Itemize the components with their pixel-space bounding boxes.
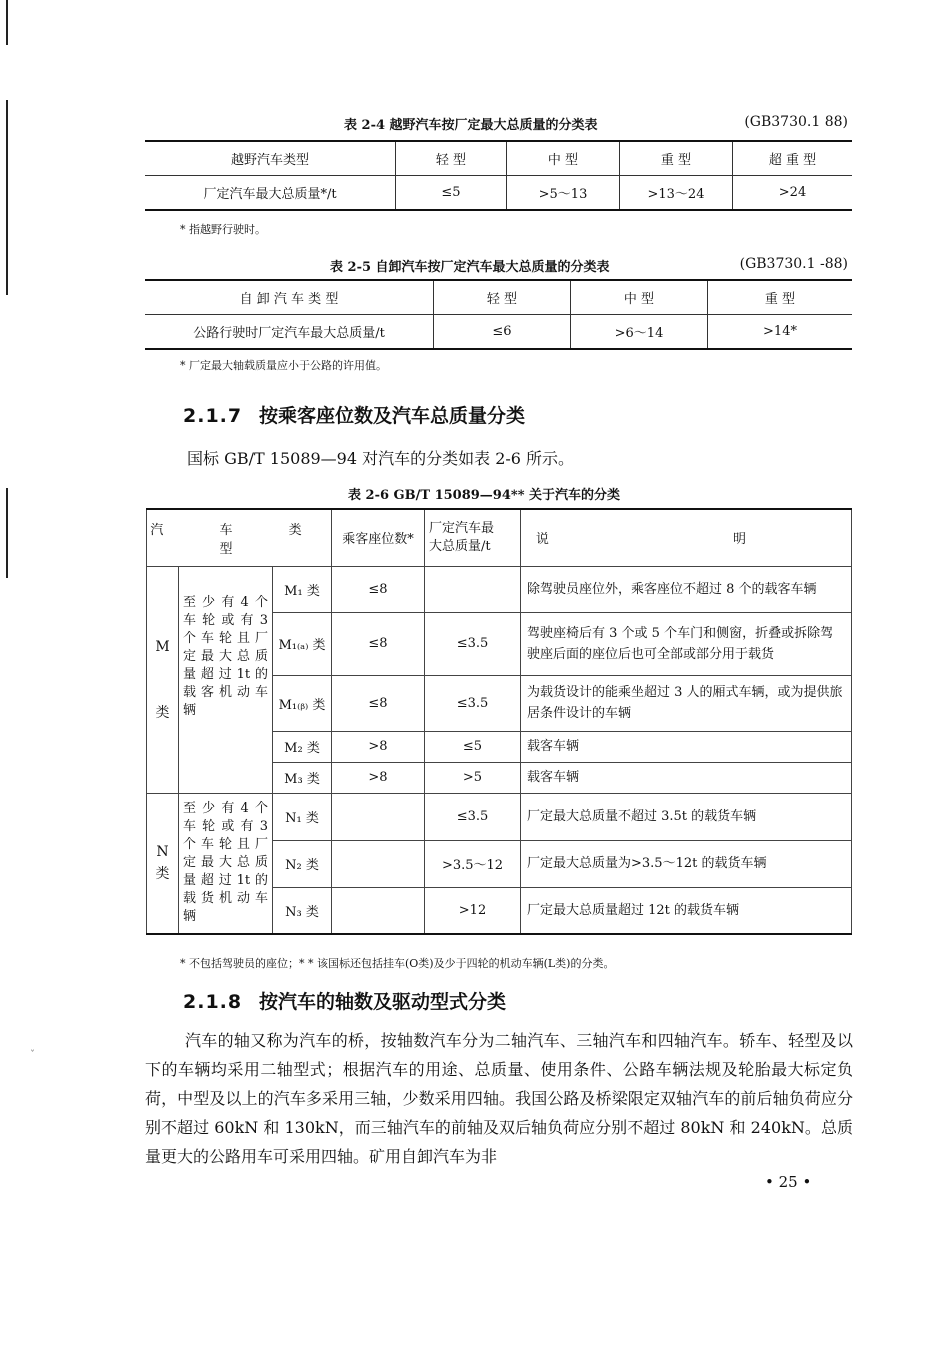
class-cell: M₁₍ᵦ₎ 类 [273, 675, 332, 731]
section-heading-2-1-8 [183, 987, 506, 1014]
table-2-5 [145, 279, 852, 350]
mass-cell: >5 [425, 762, 521, 793]
mass-cell: ≤3.5 [425, 612, 521, 675]
description-cell: 除驾驶员座位外，乘客座位不超过 8 个的载客车辆 [521, 566, 852, 612]
description-cell: 载客车辆 [521, 731, 852, 762]
mass-cell: ≤3.5 [425, 793, 521, 840]
header-cell: 轻 型 [396, 141, 507, 176]
category-definition-m: 至少有4个 车轮或有3 个车轮且厂 定最大总质 量超过1t的 载客机动车 辆 [179, 566, 273, 793]
header-cell: 汽 车 类 型 [147, 509, 332, 566]
section-heading-2-1-7 [183, 401, 525, 428]
header-cell: 中 型 [507, 141, 620, 176]
header-cell: 重 型 [708, 280, 853, 315]
description-cell: 厂定最大总质量不超过 3.5t 的载货车辆 [521, 793, 852, 840]
table-2-6-footnote: * 不包括驾驶员的座位；* * 该国标还包括挂车(O类)及少于四轮的机动车辆(L类)的分类。 [180, 957, 615, 970]
scan-edge-mark [6, 235, 8, 295]
description-cell: 厂定最大总质量超过 12t 的载货车辆 [521, 887, 852, 934]
class-cell: M₂ 类 [273, 731, 332, 762]
seats-cell [332, 887, 425, 934]
mass-cell: >3.5～12 [425, 840, 521, 887]
table-2-4 [145, 140, 852, 211]
seats-cell: ≤8 [332, 566, 425, 612]
header-cell: 说 明 [521, 509, 852, 566]
table-2-4-footnote: * 指越野行驶时。 [180, 223, 266, 236]
class-cell: M₃ 类 [273, 762, 332, 793]
table-2-4-caption: 表 2-4 越野汽车按厂定最大总质量的分类表 [344, 118, 598, 133]
table-cell: 厂定汽车最大总质量*/t [145, 176, 396, 211]
category-cell-n: N 类 [147, 793, 179, 934]
header-cell: 自 卸 汽 车 类 型 [239, 292, 339, 307]
section-number: 2.1.8 [183, 991, 243, 1013]
section-title: 按汽车的轴数及驱动型式分类 [259, 991, 507, 1013]
table-row [145, 315, 852, 350]
table-header-row [145, 280, 852, 315]
body-paragraph: 汽车的轴又称为汽车的桥，按轴数汽车分为二轴汽车、三轴汽车和四轴汽车。轿车、轻型及以下的车辆均采用二轴型式；根据汽车的用途、总质量、使用条件、公路车辆法规及轮胎最大标定负荷，中型及以上的汽车多采用三轴，少数采用四轴。我国公路及桥梁限定双轴汽车的前后轴负荷应分别不超过 60kN 和 130kN，而三轴汽车的前轴及双后轴负荷应分别不超过 80kN 和 240kN。总质量更大的公路用车可采用四轴。矿用自卸汽车为非 [145, 1031, 853, 1166]
class-cell: N₃ 类 [273, 887, 332, 934]
class-cell: N₂ 类 [273, 840, 332, 887]
table-cell: >24 [733, 176, 853, 211]
category-cell-m: M 类 [147, 566, 179, 793]
header-cell: 厂定汽车最 大总质量/t [425, 509, 521, 566]
table-2-5-caption: 表 2-5 自卸汽车按厂定汽车最大总质量的分类表 [330, 260, 610, 275]
description-cell: 厂定最大总质量为>3.5～12t 的载货车辆 [521, 840, 852, 887]
seats-cell [332, 793, 425, 840]
scan-speck: ˇ [30, 1050, 35, 1061]
table-cell: >14* [708, 315, 853, 350]
table-2-6 [146, 508, 852, 935]
table-header-row [147, 509, 852, 566]
table-cell: 公路行驶时厂定汽车最大总质量/t [145, 315, 434, 350]
table-row [147, 793, 852, 840]
seats-cell: >8 [332, 731, 425, 762]
header-cell: 重 型 [620, 141, 733, 176]
mass-cell: ≤3.5 [425, 675, 521, 731]
table-cell: >6～14 [571, 315, 708, 350]
category-definition-n: 至少有4个 车轮或有3 个车轮且厂 定最大总质 量超过1t的 载货机动车 辆 [179, 793, 273, 934]
seats-cell: ≤8 [332, 612, 425, 675]
scan-edge-mark [6, 488, 8, 578]
header-cell: 中 型 [571, 280, 708, 315]
mass-cell: >12 [425, 887, 521, 934]
mass-cell [425, 566, 521, 612]
page-number: • 25 • [765, 1173, 812, 1191]
table-row [145, 176, 852, 211]
table-2-6-caption: 表 2-6 GB/T 15089—94** 关于汽车的分类 [348, 488, 621, 503]
section-title: 按乘客座位数及汽车总质量分类 [259, 405, 526, 427]
section-number: 2.1.7 [183, 405, 243, 427]
table-cell: >13～24 [620, 176, 733, 211]
seats-cell: ≤8 [332, 675, 425, 731]
description-cell: 驾驶座椅后有 3 个或 5 个车门和侧窗，折叠或拆除驾驶座后面的座位后也可全部或部分用于载货 [521, 612, 852, 675]
header-cell: 轻 型 [434, 280, 571, 315]
scan-edge-mark [6, 0, 8, 45]
class-cell: M₁₍ₐ₎ 类 [273, 612, 332, 675]
seats-cell [332, 840, 425, 887]
table-cell: ≤5 [396, 176, 507, 211]
description-cell: 为载货设计的能乘坐超过 3 人的厢式车辆，或为提供旅居条件设计的车辆 [521, 675, 852, 731]
table-cell: ≤6 [434, 315, 571, 350]
header-cell: 越野汽车类型 [230, 153, 309, 168]
description-cell: 载客车辆 [521, 762, 852, 793]
table-2-5-standard: (GB3730.1 -88) [739, 256, 848, 272]
table-2-5-footnote: * 厂定最大轴载质量应小于公路的许用值。 [180, 359, 387, 372]
class-cell: N₁ 类 [273, 793, 332, 840]
class-cell: M₁ 类 [273, 566, 332, 612]
header-cell: 超 重 型 [733, 141, 853, 176]
table-2-4-standard: (GB3730.1 88) [744, 114, 848, 130]
table-row [147, 566, 852, 612]
section-intro: 国标 GB/T 15089—94 对汽车的分类如表 2-6 所示。 [187, 449, 575, 468]
table-header-row [145, 141, 852, 176]
header-cell: 乘客座位数* [332, 509, 425, 566]
table-cell: >5～13 [507, 176, 620, 211]
mass-cell: ≤5 [425, 731, 521, 762]
seats-cell: >8 [332, 762, 425, 793]
